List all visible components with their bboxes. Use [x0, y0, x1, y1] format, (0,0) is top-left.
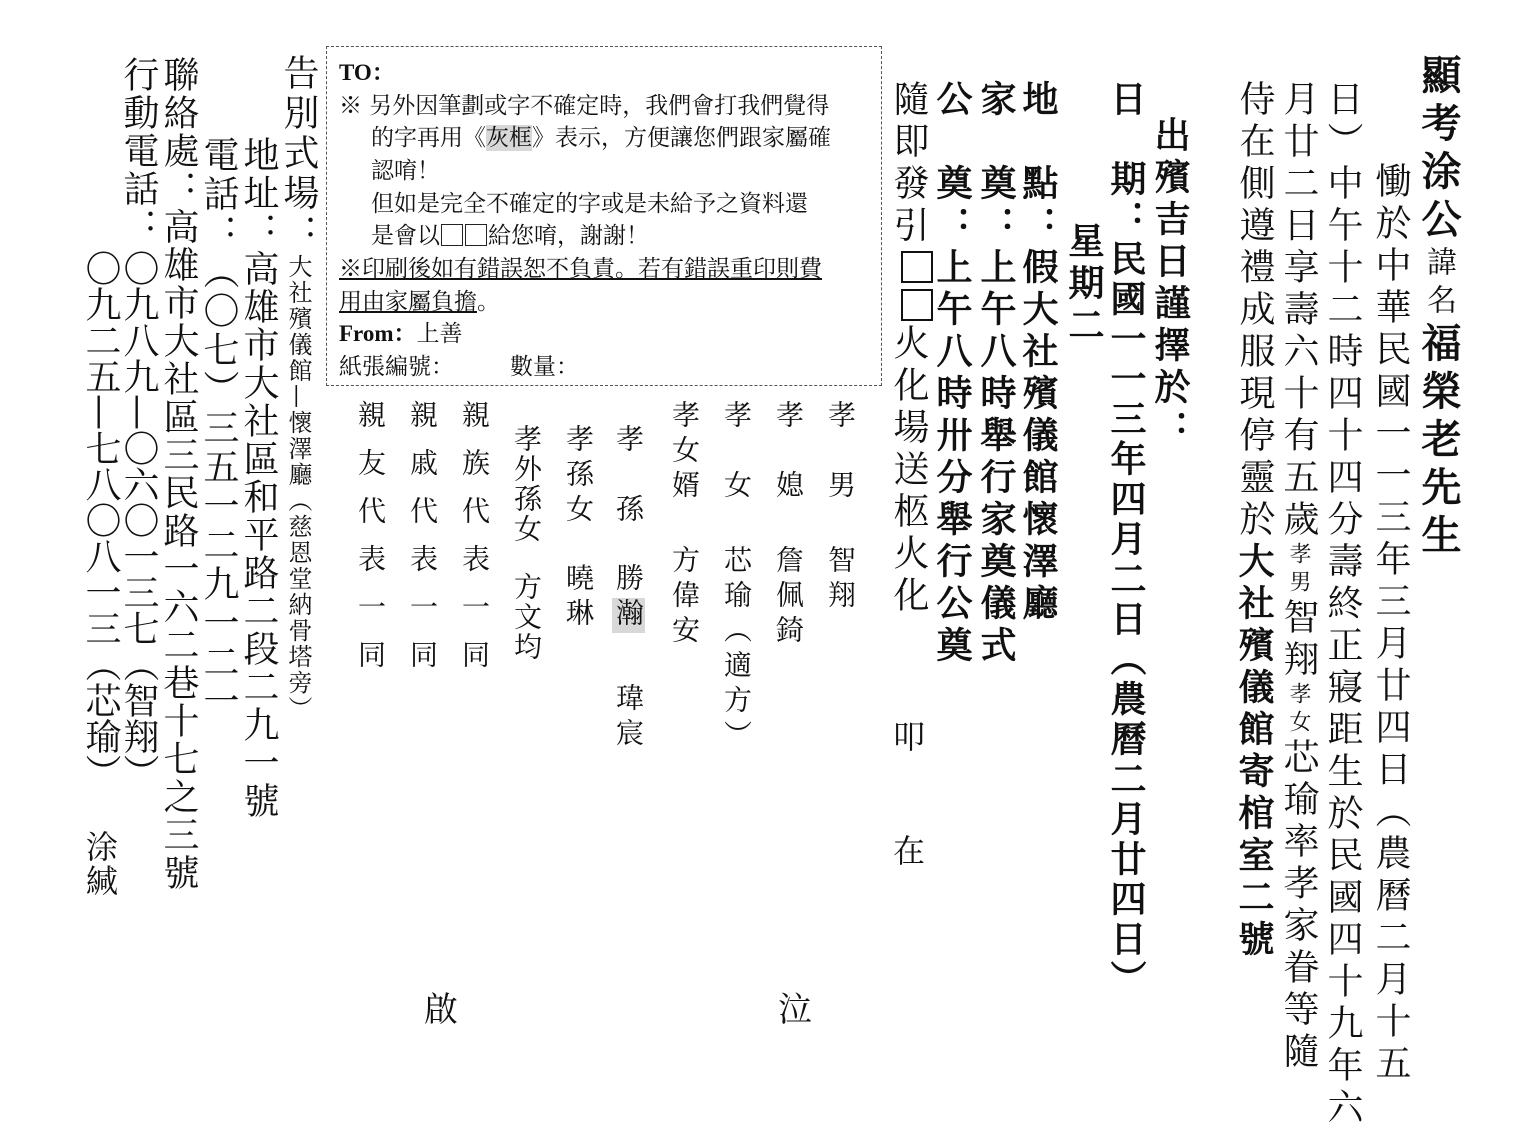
note-p1c-text: 》表示，方便讓您們跟家屬確 — [532, 125, 831, 152]
unknown-char-box-2 — [901, 289, 933, 321]
mobile-line-2: 〇九二五—七八〇八一三（芯瑜） — [80, 250, 121, 790]
note-p1a: ※ 另外因筆劃或字不確定時，我們會打我們覺得 — [339, 92, 830, 119]
note-from-value: 上善 — [416, 321, 463, 348]
relatives-clan: 親族代表一同 — [458, 400, 491, 688]
note-from — [339, 318, 869, 351]
proc-start: 隨即發引 — [888, 80, 929, 248]
notice-line-3 — [1278, 80, 1319, 1074]
note-qty-label: 數量： — [510, 353, 579, 380]
granddaughter-row — [562, 424, 595, 633]
daughter-label: 孝女 — [1286, 682, 1311, 738]
grandson-rel: 孝 孫 — [612, 424, 645, 529]
granddaughter-name: 曉琳 — [562, 563, 595, 633]
schedule-public-rite: 公 奠：上午八時卅分舉行公奠 — [931, 80, 973, 668]
note-box-2 — [465, 224, 487, 246]
note-p2b-text: 是會以 — [371, 223, 440, 250]
note-p2c-text: 給您唷，謝謝！ — [488, 223, 649, 250]
son-label: 孝男 — [1286, 542, 1311, 598]
notice-line-4 — [1233, 80, 1275, 962]
note-p2b — [339, 220, 869, 253]
deceased-name: 福榮老先生 — [1415, 322, 1462, 562]
notice-line-3-text: 月廿二日享壽六十有五歲 — [1278, 80, 1319, 542]
outer-granddaughter-rel: 孝外孫女 — [510, 424, 543, 544]
venue-value: 大社殯儀館—懷澤廳（慈恩堂納骨塔旁） — [284, 254, 312, 722]
notice-line-3-rest: 芯瑜率孝家眷等隨 — [1278, 738, 1319, 1074]
family-rel: 孝 媳 — [772, 400, 805, 505]
grandson-name-char: 勝 — [612, 563, 645, 598]
note-p3a-text: ※印刷後如有錯誤恕不負責。若有錯誤重印則費 — [339, 255, 822, 282]
unknown-char-box — [901, 251, 933, 283]
kou-char: 叩 — [893, 718, 926, 756]
relatives-friends: 親友代表一同 — [354, 400, 387, 688]
note-p1b-text: 的字再用《 — [371, 125, 486, 152]
grandson-row — [612, 424, 645, 753]
notice-line-2: 日）中午十二時四十四分壽終正寢距生於民國四十九年六 — [1322, 80, 1363, 1130]
mobile-line-1: 〇九八九—〇六〇一三七（智翔） — [118, 250, 159, 790]
grandson-name-2: 瑋宸 — [612, 683, 645, 753]
notice-line-4-bold: 大社殯儀館寄棺室二號 — [1233, 542, 1275, 962]
address-line: 地址：高雄市大社區和平路二段二九一號 — [238, 136, 279, 820]
family-row-son-in-law — [668, 400, 701, 650]
venue-label: 告別式場： — [278, 54, 319, 254]
notice-title: 顯考涂公 — [1415, 54, 1462, 246]
family-rel: 孝 女 — [720, 400, 753, 505]
family-names: 智翔 — [824, 545, 857, 615]
footer-qi2: 泣 — [778, 990, 812, 1030]
note-from-label: From： — [339, 321, 417, 347]
schedule-heading: 出殯吉日謹擇於： — [1149, 116, 1191, 452]
family-names: 方偉安 — [668, 545, 701, 650]
note-p3b-text: 用由家屬負擔 — [339, 288, 477, 315]
phone-line: 電話：（〇七）三五一二九一二一 — [198, 136, 239, 721]
note-box-1 — [441, 224, 463, 246]
note-to: TO： — [339, 60, 395, 85]
note-p3-end: 。 — [477, 288, 500, 315]
family-rel: 孝女婿 — [668, 400, 701, 505]
venue-column — [278, 54, 319, 722]
mobile-label: 行動電話： — [118, 56, 159, 246]
schedule-date: 日 期：民國一一三年四月二日（農曆二月廿四日） — [1105, 80, 1147, 1000]
hui-ming-label: 諱名 — [1421, 246, 1456, 322]
schedule-place: 地 點：假大社殯儀館懷澤廳 — [1017, 80, 1059, 626]
family-names: 芯瑜（適方） — [720, 545, 753, 755]
family-row-daughter-in-law — [772, 400, 805, 650]
note-p3b — [339, 286, 869, 319]
notice-title-column — [1415, 54, 1462, 562]
notice-line-4-text: 侍在側遵禮成服現停靈於 — [1234, 80, 1275, 542]
printer-note-box — [326, 46, 882, 386]
relatives-kin: 親戚代表一同 — [406, 400, 439, 688]
note-gray-sample: 灰框 — [486, 125, 532, 152]
note-paper — [339, 351, 869, 384]
son-name: 智翔 — [1278, 598, 1319, 682]
outer-granddaughter-row — [510, 424, 543, 662]
schedule-family-rite: 家 奠：上午八時舉行家奠儀式 — [975, 80, 1017, 668]
family-names: 詹佩錡 — [772, 545, 805, 650]
contact-line: 聯絡處：高雄市大社區三民路一六二巷十七之三號 — [158, 56, 199, 892]
family-row-daughter — [720, 400, 753, 755]
notice-line-1: 慟於中華民國一一三年三月廿四日（農曆二月十五 — [1370, 162, 1411, 1086]
note-p2a: 但如是完全不確定的字或是未給予之資料還 — [371, 190, 808, 217]
signoff: 涂緘 — [81, 830, 119, 898]
granddaughter-rel: 孝孫女 — [562, 424, 595, 529]
family-rel: 孝 男 — [824, 400, 857, 505]
family-row-son — [824, 400, 857, 615]
note-paper-label: 紙張編號： — [339, 353, 454, 380]
outer-granddaughter-name: 方文均 — [510, 572, 543, 662]
schedule-procession — [890, 80, 933, 618]
note-p3a — [339, 253, 869, 286]
footer-qi: 啟 — [424, 990, 458, 1030]
zai-char: 在 — [893, 832, 926, 870]
note-p1b — [339, 122, 869, 155]
note-p1d: 認唷！ — [371, 157, 440, 184]
grandson-name-char-gray: 瀚 — [612, 598, 645, 633]
proc-end: 火化場送柩火化 — [888, 324, 929, 618]
schedule-weekday: 星期二 — [1063, 222, 1105, 348]
